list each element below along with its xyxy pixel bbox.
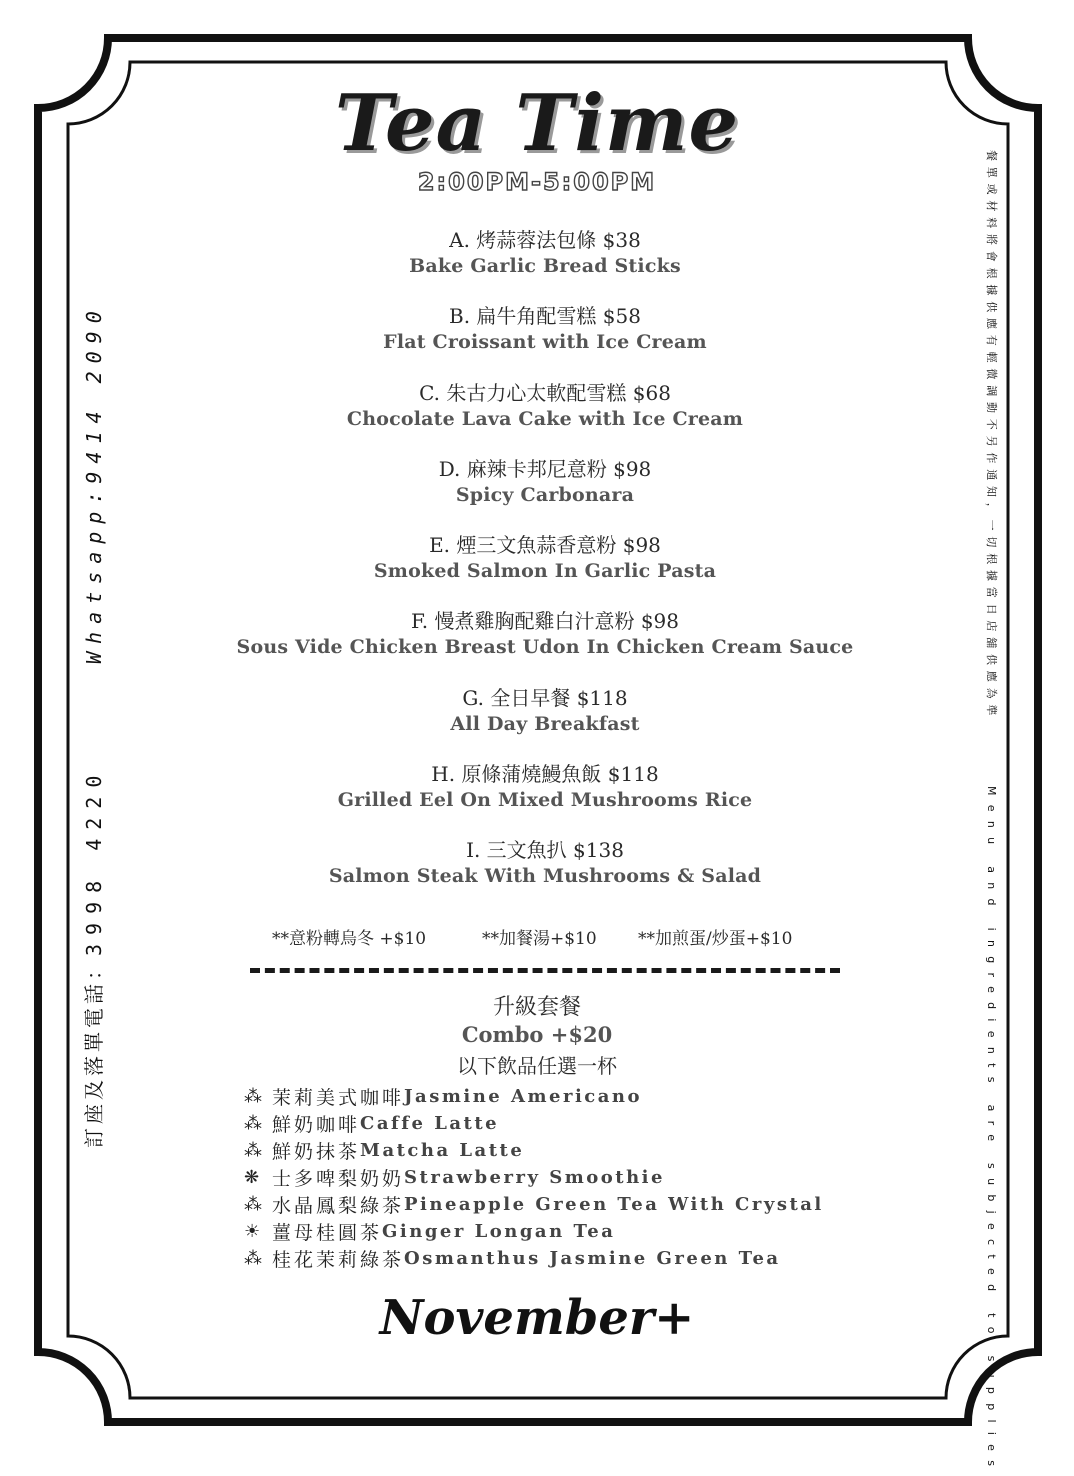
menu-item-a [0, 226, 1074, 302]
menu-item-chinese: D. 麻辣卡邦尼意粉 $98 [438, 456, 652, 481]
asterism-icon: ⁂ [244, 1248, 264, 1269]
menu-hours: 2:00PM-5:00PM [417, 168, 657, 196]
menu-item-chinese: A. 烤蒜蓉法包條 $38 [449, 228, 641, 252]
menu-item-chinese: F. 慢煮雞胸配雞白汁意粉 $98 [410, 609, 679, 634]
menu-item-e [0, 531, 1074, 607]
drink-item [244, 1083, 824, 1110]
drink-english: Caffe Latte [360, 1113, 500, 1134]
menu-item-chinese: C. 朱古力心太軟配雪糕 $68 [419, 380, 671, 405]
menu-item-chinese: B. 扁牛角配雪糕 $58 [449, 304, 641, 329]
combo-title-english: Combo +$20 [461, 1022, 613, 1047]
drinks-list [244, 1083, 824, 1272]
menu-item-h [0, 760, 1074, 836]
drink-item [244, 1245, 824, 1272]
brand-signature: November+ [379, 1290, 695, 1346]
dashed-divider [250, 968, 840, 973]
asterism-icon: ⁂ [244, 1140, 264, 1161]
combo-title-chinese: 升級套餐 [492, 995, 581, 1020]
menu-item-g [0, 684, 1074, 760]
menu-items-list [0, 226, 1074, 913]
drink-chinese: 茉莉美式咖啡 [272, 1087, 405, 1109]
drink-item [244, 1191, 824, 1218]
asterism-icon: ⁂ [244, 1086, 264, 1107]
notice-english: Menu and ingredients are subjected to supplies [985, 786, 998, 1476]
drink-chinese: 鮮奶咖啡 [272, 1114, 361, 1136]
drink-english: Ginger Longan Tea [382, 1221, 616, 1242]
booking-label: 訂座及落單電話： [82, 956, 106, 1148]
menu-item-i [0, 836, 1074, 912]
whatsapp-number: Whatsapp:9414 2090 [82, 303, 106, 664]
menu-item-english: Grilled Eel On Mixed Mushrooms Rice [337, 789, 753, 812]
menu-item-english: Smoked Salmon In Garlic Pasta [373, 560, 717, 583]
menu-item-f [0, 607, 1074, 683]
drink-chinese: 薑母桂圓茶 [272, 1222, 383, 1244]
menu-item-c [0, 379, 1074, 455]
addon-soup: **加餐湯+$10 [482, 929, 597, 949]
drink-item [244, 1218, 824, 1245]
notice-chinese: 餐單或材料將會根據供應有輕微調動不另作通知，一切根據當日店舖供應為準 [985, 150, 998, 722]
menu-item-english: Salmon Steak With Mushrooms & Salad [328, 865, 762, 888]
menu-item-chinese: I. 三文魚扒 $138 [466, 838, 624, 863]
drink-chinese: 士多啤梨奶奶 [272, 1168, 405, 1190]
right-notice-strip [984, 150, 998, 1476]
drink-english: Osmanthus Jasmine Green Tea [404, 1248, 781, 1269]
menu-item-chinese: H. 原條蒲燒鰻魚飯 $118 [431, 762, 659, 787]
left-contact-strip [82, 303, 106, 1148]
drink-english: Strawberry Smoothie [404, 1167, 665, 1188]
menu-item-english: Bake Garlic Bread Sticks [409, 255, 681, 277]
drink-chinese: 鮮奶抹茶 [272, 1141, 361, 1163]
asterism-icon: ⁂ [244, 1113, 264, 1134]
drink-item [244, 1164, 824, 1191]
menu-item-chinese: G. 全日早餐 $118 [462, 685, 628, 710]
menu-item-english: Sous Vide Chicken Breast Udon In Chicken Cream Sauce [236, 636, 854, 659]
addon-egg: **加煎蛋/炒蛋+$10 [638, 929, 793, 949]
menu-item-english: Chocolate Lava Cake with Ice Cream [346, 407, 744, 430]
drink-item [244, 1110, 824, 1137]
combo-note: 以下飲品任選一杯 [457, 1054, 617, 1078]
menu-item-english: All Day Breakfast [450, 712, 640, 735]
menu-title: Tea Time [334, 78, 740, 169]
sun-icon: ☀ [244, 1221, 262, 1242]
menu-item-b [0, 302, 1074, 378]
menu-item-english: Flat Croissant with Ice Cream [383, 331, 707, 354]
menu-item-chinese: E. 煙三文魚蒜香意粉 $98 [429, 533, 661, 558]
drink-item [244, 1137, 824, 1164]
addon-udon: **意粉轉烏冬 +$10 [272, 929, 427, 949]
drink-chinese: 桂花茉莉綠茶 [272, 1249, 405, 1271]
drink-english: Pineapple Green Tea With Crystal [404, 1194, 824, 1215]
asterism-icon: ⁂ [244, 1194, 264, 1215]
drink-chinese: 水晶鳳梨綠茶 [272, 1195, 405, 1217]
drink-english: Jasmine Americano [404, 1086, 643, 1107]
booking-phone: 3998 4220 [82, 766, 106, 956]
menu-item-d [0, 455, 1074, 531]
snowflake-icon: ❋ [244, 1167, 261, 1188]
drink-english: Matcha Latte [360, 1140, 525, 1161]
menu-item-english: Spicy Carbonara [455, 483, 635, 506]
